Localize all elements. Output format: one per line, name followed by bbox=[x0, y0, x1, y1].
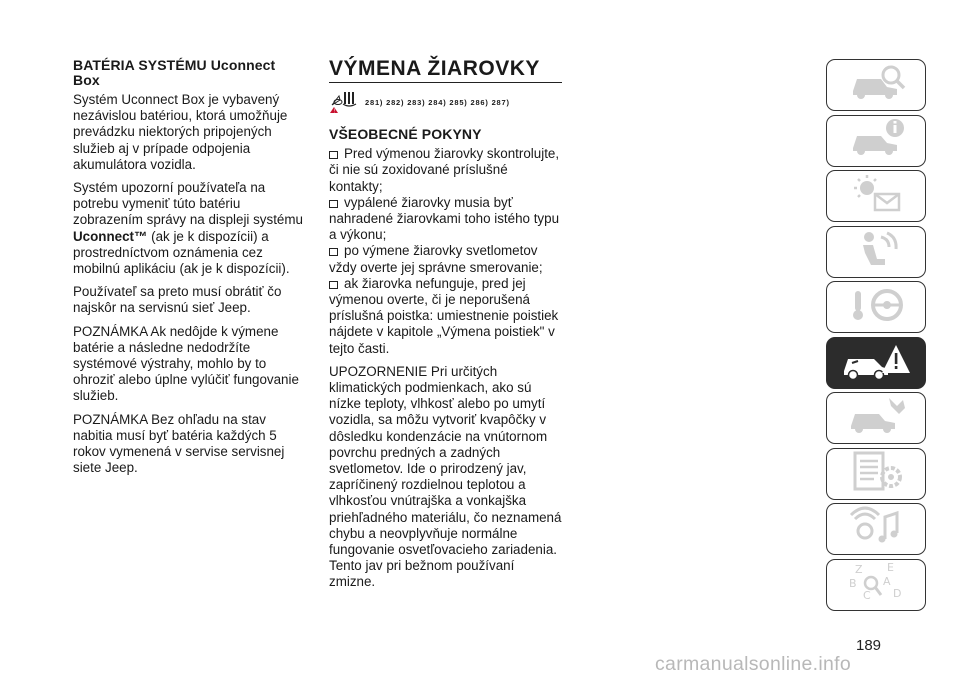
note-paragraph: POZNÁMKA Ak nedôjde k výmene batérie a následne nedodržíte systémové výstrahy, mohlo by to ohroziť alebo úplne vylúčiť fungovanie služieb. bbox=[73, 323, 299, 404]
specifications-icon bbox=[841, 449, 911, 498]
tab-in-an-emergency[interactable] bbox=[826, 337, 926, 389]
paragraph: Systém Uconnect Box je vybavený nezávislou batériou, ktorá umožňuje prevádzku niektorých pripojených služieb aj v prípade odpojenia akumulátora vozidla. bbox=[73, 92, 288, 172]
steering-wheel-icon bbox=[841, 283, 911, 332]
car-magnifier-icon bbox=[841, 61, 911, 110]
paragraph bbox=[73, 180, 305, 277]
tab-multimedia[interactable] bbox=[826, 503, 926, 555]
paragraph-text: Systém upozorní používateľa na potrebu vymeniť túto batériu zobrazením správy na displeji systému bbox=[73, 180, 303, 228]
tab-dashboard-info[interactable] bbox=[826, 115, 926, 167]
car-service-icon bbox=[841, 394, 911, 443]
square-bullet-icon bbox=[329, 151, 338, 159]
bullet-list bbox=[329, 146, 562, 357]
uconnect-brand: Uconnect™ bbox=[73, 228, 148, 244]
index-letter: E bbox=[887, 561, 894, 574]
tab-getting-to-know-vehicle[interactable] bbox=[826, 59, 926, 111]
right-column bbox=[329, 58, 562, 598]
list-item-text: Pred výmenou žiarovky skontrolujte, či nie sú zoxidované príslušné kontakty; bbox=[329, 146, 560, 194]
page-title: VÝMENA ŽIAROVKY bbox=[329, 57, 540, 80]
svg-text:!: ! bbox=[333, 108, 336, 113]
warning-reference-numbers: 281) 282) 283) 284) 285) 286) 287) bbox=[365, 98, 510, 107]
list-item bbox=[329, 243, 562, 275]
left-column bbox=[73, 58, 305, 483]
index-letter: A bbox=[883, 575, 891, 588]
section-heading-battery: BATÉRIA SYSTÉMU Uconnect Box bbox=[73, 57, 276, 88]
bulb-warning-icon bbox=[329, 89, 359, 117]
car-breakdown-icon bbox=[838, 337, 914, 388]
note-paragraph: POZNÁMKA Bez ohľadu na stav nabitia musí byť batéria každých 5 rokov vymenená v servise servisnej siete Jeep. bbox=[73, 411, 285, 476]
index-letter: D bbox=[893, 587, 902, 600]
index-letter: C bbox=[863, 589, 871, 602]
list-item bbox=[329, 146, 562, 195]
list-item-text: ak žiarovka nefunguje, pred jej výmenou overte, či je neporušená príslušná poistka: umiestnenie poistiek nájdete v kapitole „Výmena poistiek" v tejto časti. bbox=[329, 275, 559, 356]
square-bullet-icon bbox=[329, 200, 338, 208]
multimedia-icon bbox=[841, 505, 911, 554]
index-letter: B bbox=[849, 577, 857, 590]
watermark: carmanualsonline.info bbox=[655, 653, 851, 675]
list-item bbox=[329, 195, 562, 244]
tab-technical-data[interactable] bbox=[826, 448, 926, 500]
warning-paragraph: UPOZORNENIE Pri určitých klimatických podmienkach, ako sú nízke teploty, vlhkosť alebo po umytí vozidla, sa môžu vytvoriť kvapôčky v dôsledku kondenzácie na vnútornom povrchu predných a zadných svetlometov. Ide o prirodzený jav, zapríčinený rozdielnou teplotou a vlhkosťou vnútrajška a vonkajška priehľadného materiálu, čo neznamená chybu a neovplyvňuje normálne fungovanie osvetľovacieho zariadenia. Tento jav pri bežnom používaní zmizne. bbox=[329, 363, 562, 590]
list-item bbox=[329, 276, 562, 357]
index-letter: Z bbox=[855, 563, 863, 576]
title-rule bbox=[329, 82, 562, 83]
tab-alphabetical-index[interactable] bbox=[826, 559, 926, 611]
tab-warning-lights[interactable] bbox=[826, 170, 926, 222]
tab-safety[interactable] bbox=[826, 226, 926, 278]
list-item-text: vypálené žiarovky musia byť nahradené žiarovkami toho istého typu a výkonu; bbox=[329, 194, 560, 243]
alphabetical-index-icon bbox=[841, 559, 911, 610]
page-number: 189 bbox=[856, 637, 882, 654]
chapter-sidebar bbox=[826, 59, 928, 614]
car-info-icon bbox=[841, 116, 911, 165]
airbag-icon bbox=[841, 227, 911, 276]
tab-servicing-maintenance[interactable] bbox=[826, 392, 926, 444]
warning-refs bbox=[329, 89, 562, 117]
list-item-text: po výmene žiarovky svetlometov vždy overte jej správne smerovanie; bbox=[329, 243, 543, 275]
paragraph: Používateľ sa preto musí obrátiť čo najskôr na servisnú sieť Jeep. bbox=[73, 284, 282, 316]
section-heading-general: VŠEOBECNÉ POKYNY bbox=[329, 126, 482, 143]
paragraph-text: (ak je k dispozícii) a prostredníctvom oznámenia cez mobilnú aplikáciu (ak je k dispozícii). bbox=[73, 228, 290, 277]
tab-starting-driving[interactable] bbox=[826, 281, 926, 333]
warning-lights-icon bbox=[841, 172, 911, 221]
square-bullet-icon bbox=[329, 248, 338, 256]
square-bullet-icon bbox=[329, 281, 338, 289]
